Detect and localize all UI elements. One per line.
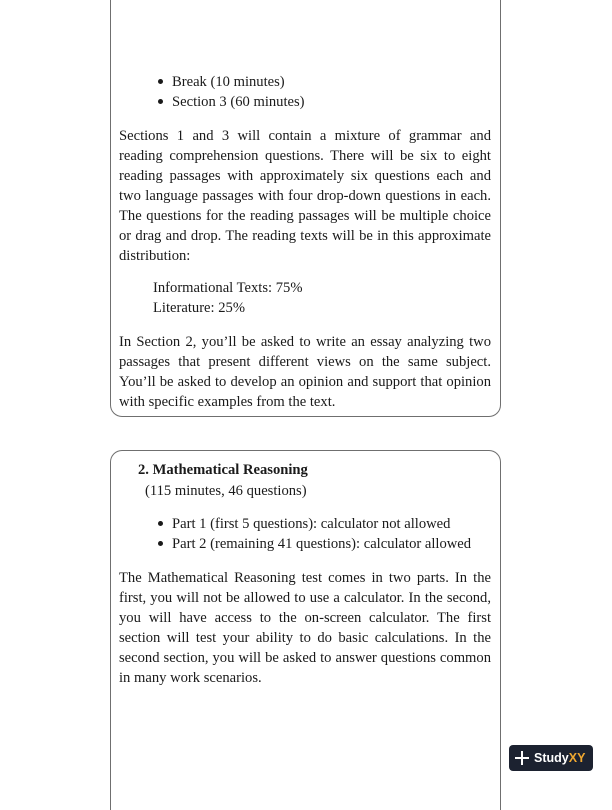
distribution-literature: Literature: 25% bbox=[153, 300, 245, 316]
sections-description-paragraph: Sections 1 and 3 will contain a mixture of grammar and reading comprehension questions. There will be six to eight reading passages with approximately six questions each and two language passages with four drop-down questions in each. The questions for the reading passages will be multiple choice or drag and drop. The reading texts will be in this approximate distribution: bbox=[119, 128, 491, 264]
plus-icon bbox=[515, 751, 529, 765]
math-heading: 2. Mathematical Reasoning bbox=[138, 462, 308, 478]
brand-accent: XY bbox=[568, 751, 586, 765]
list-item: Break (10 minutes) bbox=[158, 72, 305, 92]
distribution-informational: Informational Texts: 75% bbox=[153, 280, 303, 296]
list-item: Part 2 (remaining 41 questions): calculator allowed bbox=[158, 534, 471, 554]
section-schedule-list bbox=[158, 72, 305, 112]
math-description-paragraph: The Mathematical Reasoning test comes in two parts. In the first, you will not be allowed to use a calculator. In the second, you will have access to the on-screen calculator. The first section will test your ability to do basic calculations. In the second section, you will be asked to answer questions common in many work scenarios. bbox=[119, 570, 491, 686]
essay-description-paragraph: In Section 2, you’ll be asked to write an essay analyzing two passages that present different views on the same subject. You’ll be asked to develop an opinion and support that opinion with specific examples from the text. bbox=[119, 334, 491, 410]
math-parts-list bbox=[158, 514, 471, 554]
list-item: Part 1 (first 5 questions): calculator not allowed bbox=[158, 514, 471, 534]
studyxy-badge bbox=[509, 745, 593, 771]
math-subheading: (115 minutes, 46 questions) bbox=[145, 483, 307, 499]
list-item: Section 3 (60 minutes) bbox=[158, 92, 305, 112]
brand-name: Study bbox=[534, 751, 569, 765]
